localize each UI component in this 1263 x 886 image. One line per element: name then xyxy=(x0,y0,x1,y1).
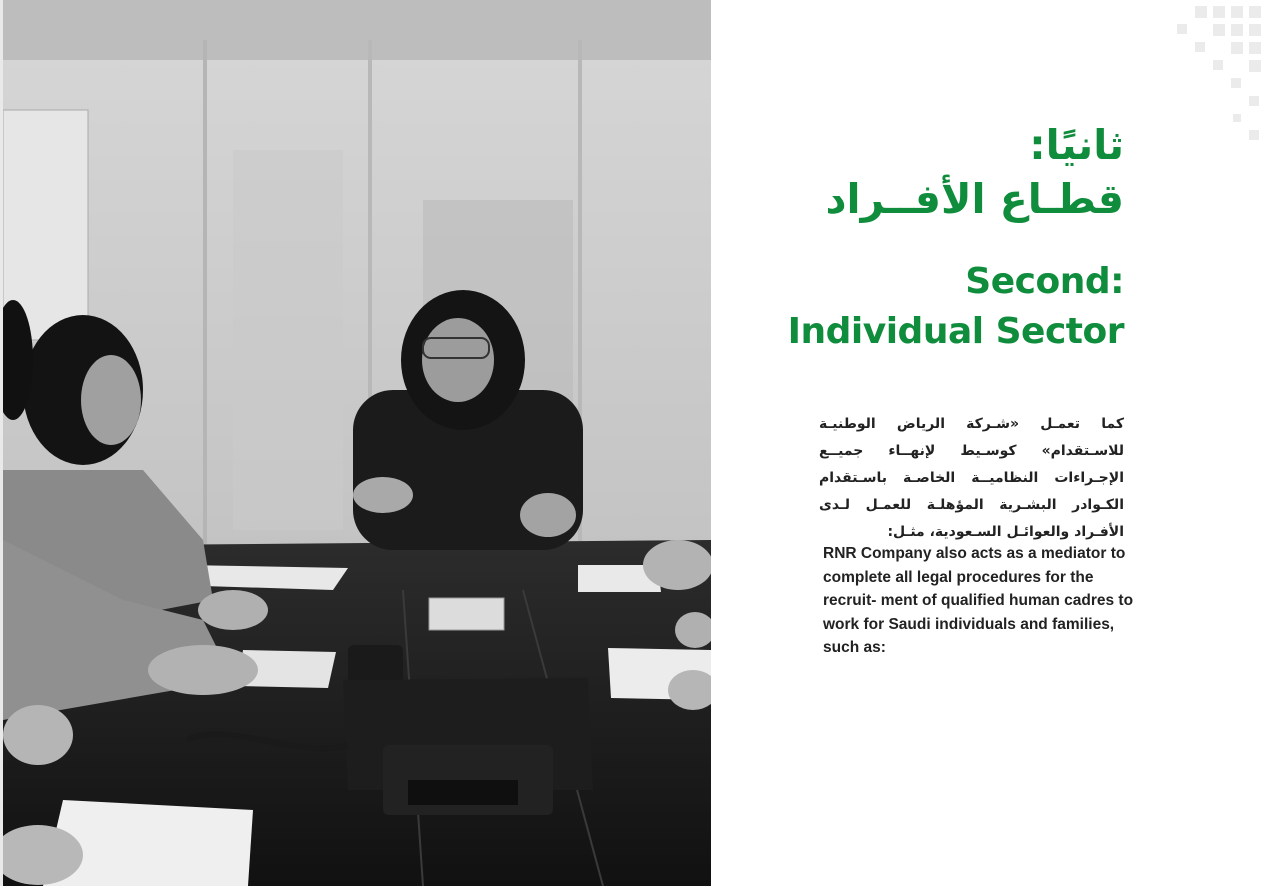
decorative-dot-pattern xyxy=(1133,0,1263,170)
english-heading xyxy=(788,257,1124,357)
arabic-paragraph: كما تعمـل «شـركة الرياض الوطنيـة للاسـتقدام» كوسـيط لإنهــاء جميــع الإجـراءات النظاميــة الخاصـة باسـتقدام الكـوادر البشـرية المؤهلـة للعمـل لـدى الأفـراد والعوائـل السـعودية، مثـل: xyxy=(819,416,1124,540)
arabic-heading-line-2: قطـاع الأفــراد xyxy=(825,175,1124,223)
english-heading-line-2: Individual Sector xyxy=(787,311,1124,352)
english-paragraph: RNR Company also acts as a mediator to complete all legal procedures for the recruit- ment of qualified human cadres to work for Saudi individuals and families, such as: xyxy=(823,545,1134,656)
meeting-photo xyxy=(3,0,711,886)
arabic-heading-line-1: ثانيًا: xyxy=(1029,121,1124,169)
arabic-heading xyxy=(825,118,1124,226)
english-heading-line-1: Second: xyxy=(965,261,1124,302)
